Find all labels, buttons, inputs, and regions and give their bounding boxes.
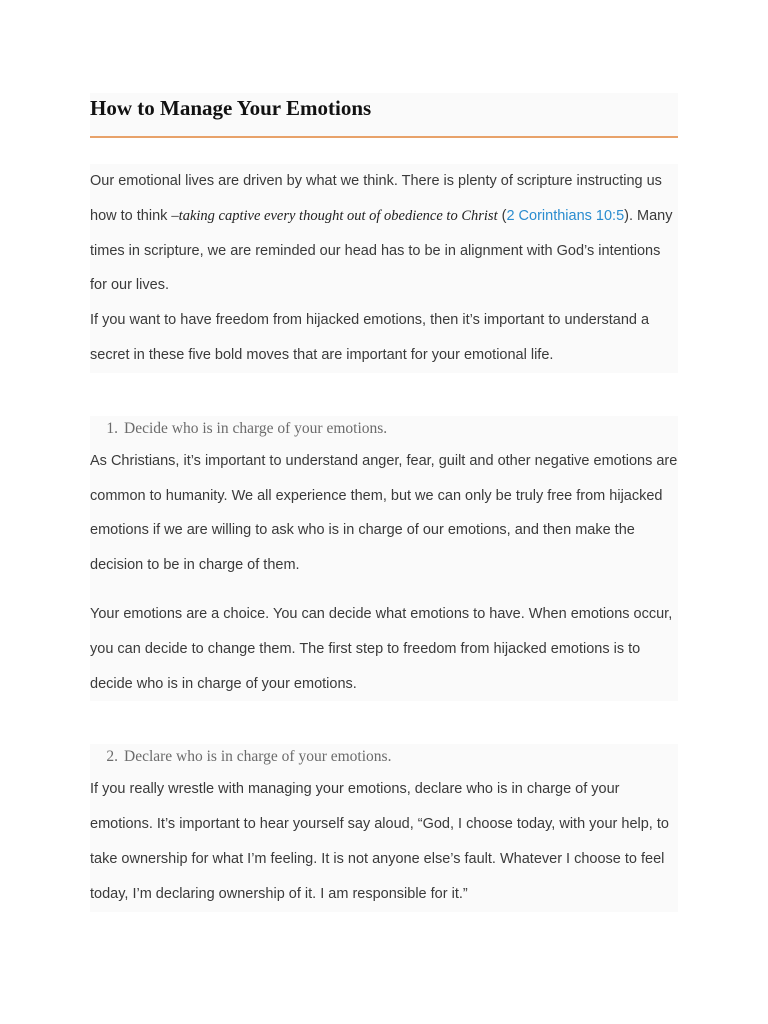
open-paren: ( <box>497 207 507 224</box>
paragraph-gap <box>90 583 678 597</box>
section-1-paragraph-1: As Christians, it’s important to understand anger, fear, guilt and other negative emotions are common to humanity. We all experience them, but we can only be truly free from hijacked emotions if we are willing to ask who is in charge of our emotions, and then make the decision to be in charge of them. <box>90 452 678 574</box>
title-block <box>90 93 678 138</box>
section-2-paragraph-1: If you really wrestle with managing your emotions, declare who is in charge of your emotions. It’s important to hear yourself say aloud, “God, I choose today, with your help, to take ownership for what I’m feeling. It is not anyone else’s fault. Whatever I choose to feel today, I’m declaring ownership of it. I am responsible for it.” <box>90 781 669 902</box>
section-2-number: 2. <box>106 748 118 766</box>
section-1-paragraph-2: Your emotions are a choice. You can decide what emotions to have. When emotions occur, you can decide to change them. The first step to freedom from hijacked emotions is to decide who is in charge of your emotions. <box>90 605 673 692</box>
intro-text-1: Our emotional lives are driven by what we think. There is plenty of scripture instructing us how to think <box>90 173 662 224</box>
intro-paragraph-2: If you want to have freedom from hijacked emotions, then it’s important to understand a secret in these five bold moves that are important for your emotional life. <box>90 312 650 363</box>
section-1-heading-text: Decide who is in charge of your emotions. <box>124 419 388 437</box>
section-2-heading <box>90 744 678 772</box>
section-2-heading-text: Declare who is in charge of your emotions. <box>124 748 392 766</box>
section-2 <box>90 744 678 911</box>
scripture-reference-link[interactable]: 2 Corinthians 10:5 <box>506 207 625 224</box>
scripture-quote: –taking captive every thought out of obedience to Christ <box>171 207 498 224</box>
section-1-heading <box>90 416 678 444</box>
section-1 <box>90 416 678 702</box>
intro-text-2: ). Many times in scripture, we are reminded our head has to be in alignment with God’s intentions for our lives. <box>90 207 673 294</box>
section-1-number: 1. <box>106 419 118 437</box>
intro-section <box>90 164 678 373</box>
article-title: How to Manage Your Emotions <box>90 96 372 120</box>
article <box>90 93 678 912</box>
intro-paragraph-1 <box>90 164 678 303</box>
